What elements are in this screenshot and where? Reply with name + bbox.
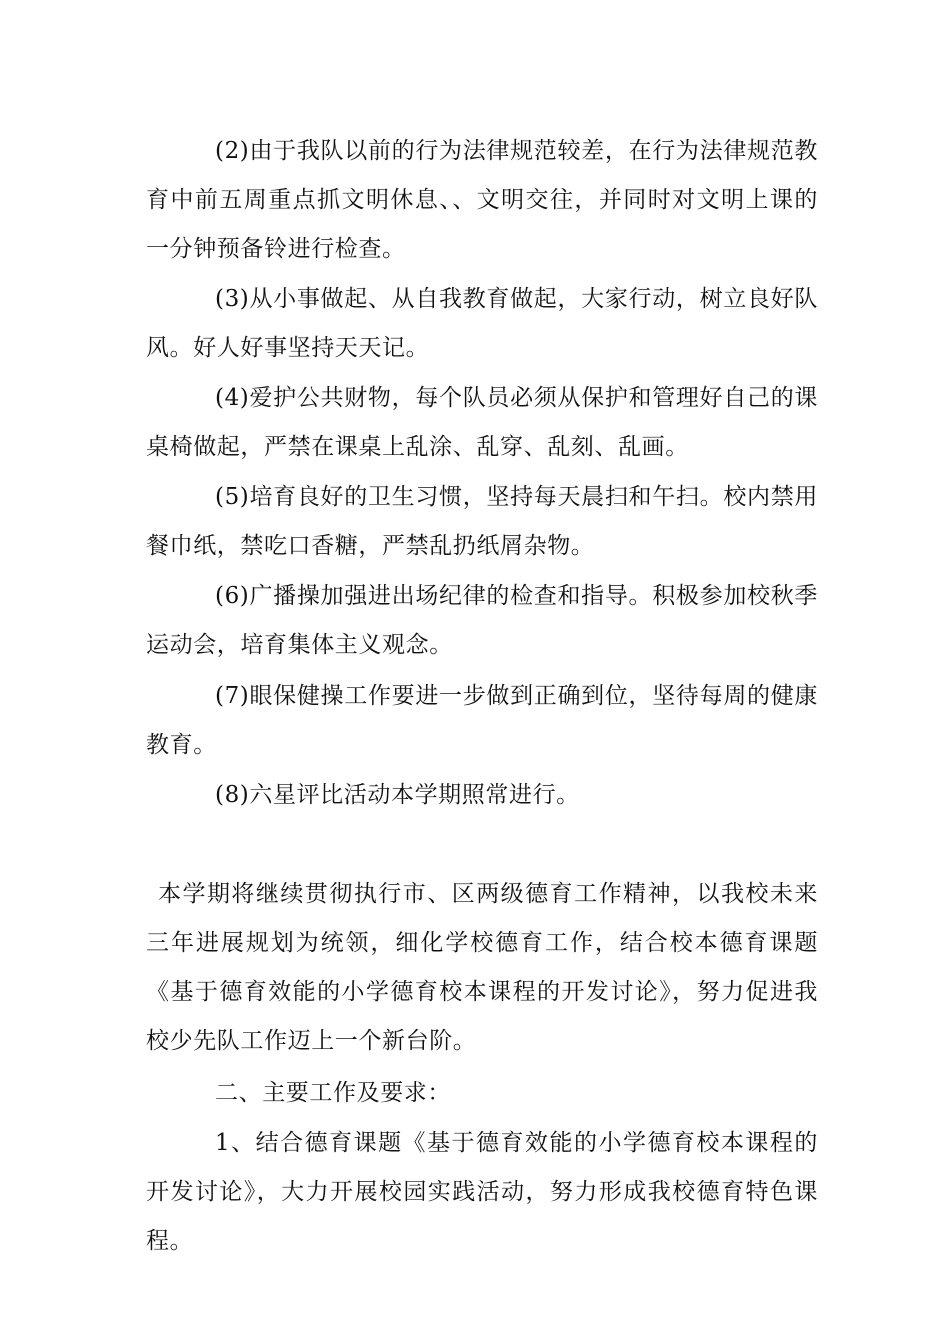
paragraph-item-4: (4)爱护公共财物，每个队员必须从保护和管理好自己的课桌椅做起，严禁在课桌上乱涂、乱穿、乱刻、乱画。 bbox=[146, 385, 818, 460]
work-item-1: 1、结合德育课题《基于德育效能的小学德育校本课程的开发讨论》，大力开展校园实践活动，努力形成我校德育特色课程。 bbox=[146, 1130, 818, 1254]
paragraph-item-3: (3)从小事做起、从自我教育做起，大家行动，树立良好队风。好人好事坚持天天记。 bbox=[146, 286, 818, 361]
section-heading: 二、主要工作及要求： bbox=[215, 1080, 451, 1106]
intro-paragraph: 本学期将继续贯彻执行市、区两级德育工作精神，以我校未来三年进展规划为统领，细化学校德育工作，结合校本德育课题《基于德育效能的小学德育校本课程的开发讨论》，努力促进我校少先队工作迈上一个新台阶。 bbox=[146, 881, 818, 1054]
paragraph-item-7: (7)眼保健操工作要进一步做到正确到位，坚待每周的健康教育。 bbox=[146, 683, 818, 758]
paragraph-item-6: (6)广播操加强进出场纪律的检查和指导。积极参加校秋季运动会，培育集体主义观念。 bbox=[146, 583, 818, 658]
paragraph-item-5: (5)培育良好的卫生习惯，坚持每天晨扫和午扫。校内禁用餐巾纸，禁吃口香糖，严禁乱扔纸屑杂物。 bbox=[146, 484, 818, 559]
paragraph-item-8: (8)六星评比活动本学期照常进行。 bbox=[215, 782, 580, 808]
paragraph-item-2: (2)由于我队以前的行为法律规范较差，在行为法律规范教育中前五周重点抓文明休息、、文明交往，并同时对文明上课的一分钟预备铃进行检查。 bbox=[146, 138, 818, 262]
